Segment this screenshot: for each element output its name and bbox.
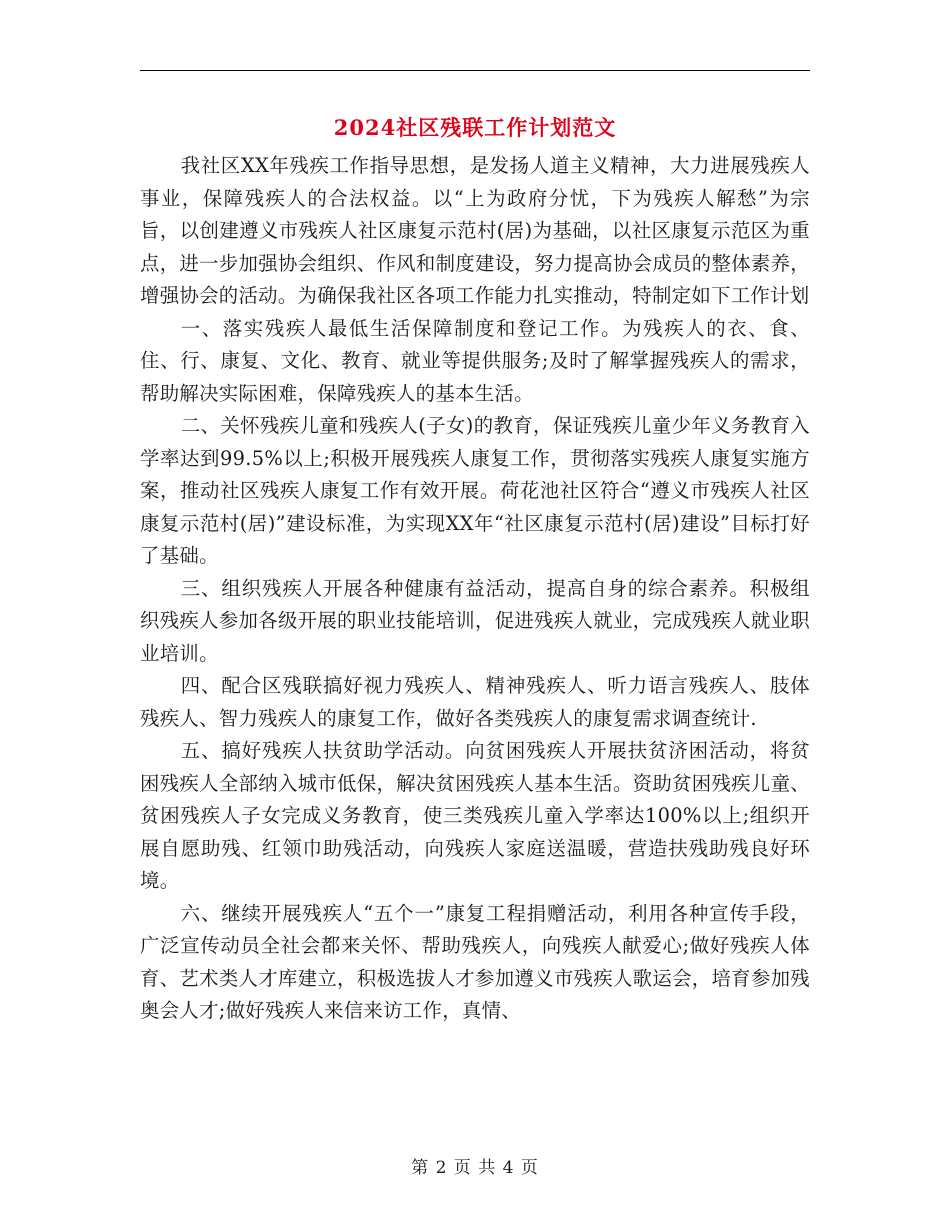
page-number: 第 2 页 共 4 页 xyxy=(411,1158,539,1178)
paragraph-item-2: 二、关怀残疾儿童和残疾人(子女)的教育，保证残疾儿童少年义务教育入学率达到99.5%以上;积极开展残疾人康复工作，贯彻落实残疾人康复实施方案，推动社区残疾人康复工作有效开展。荷花池社区符合“遵义市残疾人社区康复示范村(居)”建设标准，为实现XX年“社区康复示范村(居)建设”目标打好了基础。 xyxy=(140,414,810,567)
document-title: 2024社区残联工作计划范文 xyxy=(333,115,617,140)
paragraph-intro: 我社区XX年残疾工作指导思想，是发扬人道主义精神，大力进展残疾人事业，保障残疾人的合法权益。以“上为政府分忧，下为残疾人解愁”为宗旨，以创建遵义市残疾人社区康复示范村(居)为基础，以社区康复示范区为重点，进一步加强协会组织、作风和制度建设，努力提高协会成员的整体素养，增强协会的活动。为确保我社区各项工作能力扎实推动，特制定如下工作计划 xyxy=(140,154,810,307)
paragraph-item-5: 五、搞好残疾人扶贫助学活动。向贫困残疾人开展扶贫济困活动，将贫困残疾人全部纳入城市低保，解决贫困残疾人基本生活。资助贫困残疾儿童、贫困残疾人子女完成义务教育，使三类残疾儿童入学率达100%以上;组织开展自愿助残、红领巾助残活动，向残疾人家庭送温暖，营造扶残助残良好环境。 xyxy=(140,739,810,892)
document-body xyxy=(140,150,810,1028)
page-footer xyxy=(0,1153,950,1178)
paragraph-item-1: 一、落实残疾人最低生活保障制度和登记工作。为残疾人的衣、食、住、行、康复、文化、教育、就业等提供服务;及时了解掌握残疾人的需求，帮助解决实际困难，保障残疾人的基本生活。 xyxy=(140,316,810,405)
paragraph-item-6: 六、继续开展残疾人“五个一”康复工程捐赠活动，利用各种宣传手段，广泛宣传动员全社会都来关怀、帮助残疾人，向残疾人献爱心;做好残疾人体育、艺术类人才库建立，积极选拔人才参加遵义市残疾人歌运会，培育参加残奥会人才;做好残疾人来信来访工作，真情、 xyxy=(140,901,810,1022)
paragraph-item-3: 三、组织残疾人开展各种健康有益活动，提高自身的综合素养。积极组织残疾人参加各级开展的职业技能培训，促进残疾人就业，完成残疾人就业职业培训。 xyxy=(140,576,810,665)
header-rule xyxy=(140,70,810,71)
paragraph-item-4: 四、配合区残联搞好视力残疾人、精神残疾人、听力语言残疾人、肢体残疾人、智力残疾人的康复工作，做好各类残疾人的康复需求调查统计. xyxy=(140,674,810,730)
